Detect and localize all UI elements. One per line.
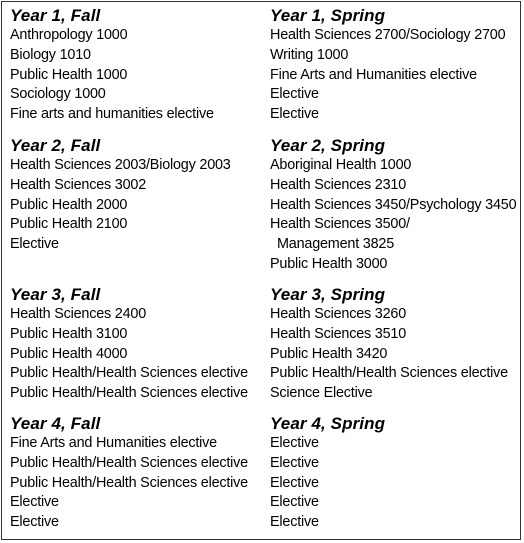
course-item: Biology 1010 — [10, 46, 91, 63]
course-item: Fine arts and humanities elective — [10, 106, 214, 123]
term-year-3-fall — [10, 285, 262, 414]
course-item: Public Health 3000 — [270, 255, 388, 272]
course-item: Public Health 2100 — [10, 216, 128, 233]
course-item: Elective — [270, 435, 319, 451]
course-item: Elective — [270, 454, 319, 471]
course-item: Elective — [270, 86, 319, 103]
course-item: Public Health/Health Sciences elective — [270, 365, 508, 382]
course-item: Elective — [10, 236, 59, 253]
course-item: Health Sciences 3450/Psychology 3450 — [270, 196, 517, 213]
course-list — [270, 434, 520, 533]
course-item: Public Health 3420 — [270, 345, 388, 362]
course-item: Fine Arts and Humanities elective — [270, 66, 477, 83]
course-item: Health Sciences 3260 — [270, 306, 406, 322]
course-list — [10, 156, 262, 255]
term-year-2-fall — [10, 136, 262, 285]
course-item: Health Sciences 3510 — [270, 325, 406, 342]
term-year-2-spring — [270, 136, 520, 285]
course-item: Fine Arts and Humanities elective — [10, 435, 217, 451]
term-title: Year 2, Fall — [10, 136, 101, 155]
course-item: Science Elective — [270, 385, 373, 402]
course-list — [10, 434, 262, 533]
term-year-4-spring — [270, 414, 520, 533]
course-item: Elective — [270, 474, 319, 491]
term-title: Year 1, Spring — [270, 6, 386, 25]
course-item: Health Sciences 3002 — [10, 176, 146, 193]
course-item: Health Sciences 3500/ — [270, 216, 410, 233]
course-item: Health Sciences 2003/Biology 2003 — [10, 157, 231, 173]
course-item: Public Health/Health Sciences elective — [10, 454, 248, 471]
term-year-1-spring — [270, 6, 520, 136]
course-item: Public Health/Health Sciences elective — [10, 365, 248, 382]
term-year-1-fall — [10, 6, 262, 136]
course-item: Elective — [10, 494, 59, 511]
term-title: Year 3, Spring — [270, 285, 386, 304]
course-item: Public Health 4000 — [10, 345, 128, 362]
term-title: Year 4, Fall — [10, 414, 101, 433]
course-item: Sociology 1000 — [10, 86, 106, 103]
course-item: Health Sciences 2310 — [270, 176, 406, 193]
term-title: Year 3, Fall — [10, 285, 101, 304]
course-item: Public Health 3100 — [10, 325, 128, 342]
course-item: Aboriginal Health 1000 — [270, 157, 412, 173]
course-item: Health Sciences 2700/Sociology 2700 — [270, 27, 506, 43]
course-list — [10, 305, 262, 404]
course-list — [270, 26, 520, 125]
course-list — [10, 26, 262, 125]
course-item: Elective — [270, 514, 319, 531]
term-year-4-fall — [10, 414, 262, 533]
term-title: Year 2, Spring — [270, 136, 386, 155]
spring-column — [270, 6, 520, 533]
course-item: Public Health/Health Sciences elective — [10, 385, 248, 402]
fall-column — [10, 6, 262, 533]
course-item: Public Health 2000 — [10, 196, 128, 213]
course-schedule-table — [1, 1, 521, 540]
course-item: Public Health/Health Sciences elective — [10, 474, 248, 491]
term-title: Year 4, Spring — [270, 414, 386, 433]
course-item: Elective — [270, 494, 319, 511]
course-item: Health Sciences 2400 — [10, 306, 146, 322]
course-item: Elective — [10, 514, 59, 531]
term-year-3-spring — [270, 285, 520, 414]
course-list — [270, 305, 520, 404]
course-item: Public Health 1000 — [10, 66, 128, 83]
course-item: Anthropology 1000 — [10, 27, 128, 43]
course-list — [270, 156, 520, 275]
term-title: Year 1, Fall — [10, 6, 101, 25]
course-item: Management 3825 — [277, 236, 395, 253]
course-item: Elective — [270, 106, 319, 123]
course-item: Writing 1000 — [270, 46, 349, 63]
